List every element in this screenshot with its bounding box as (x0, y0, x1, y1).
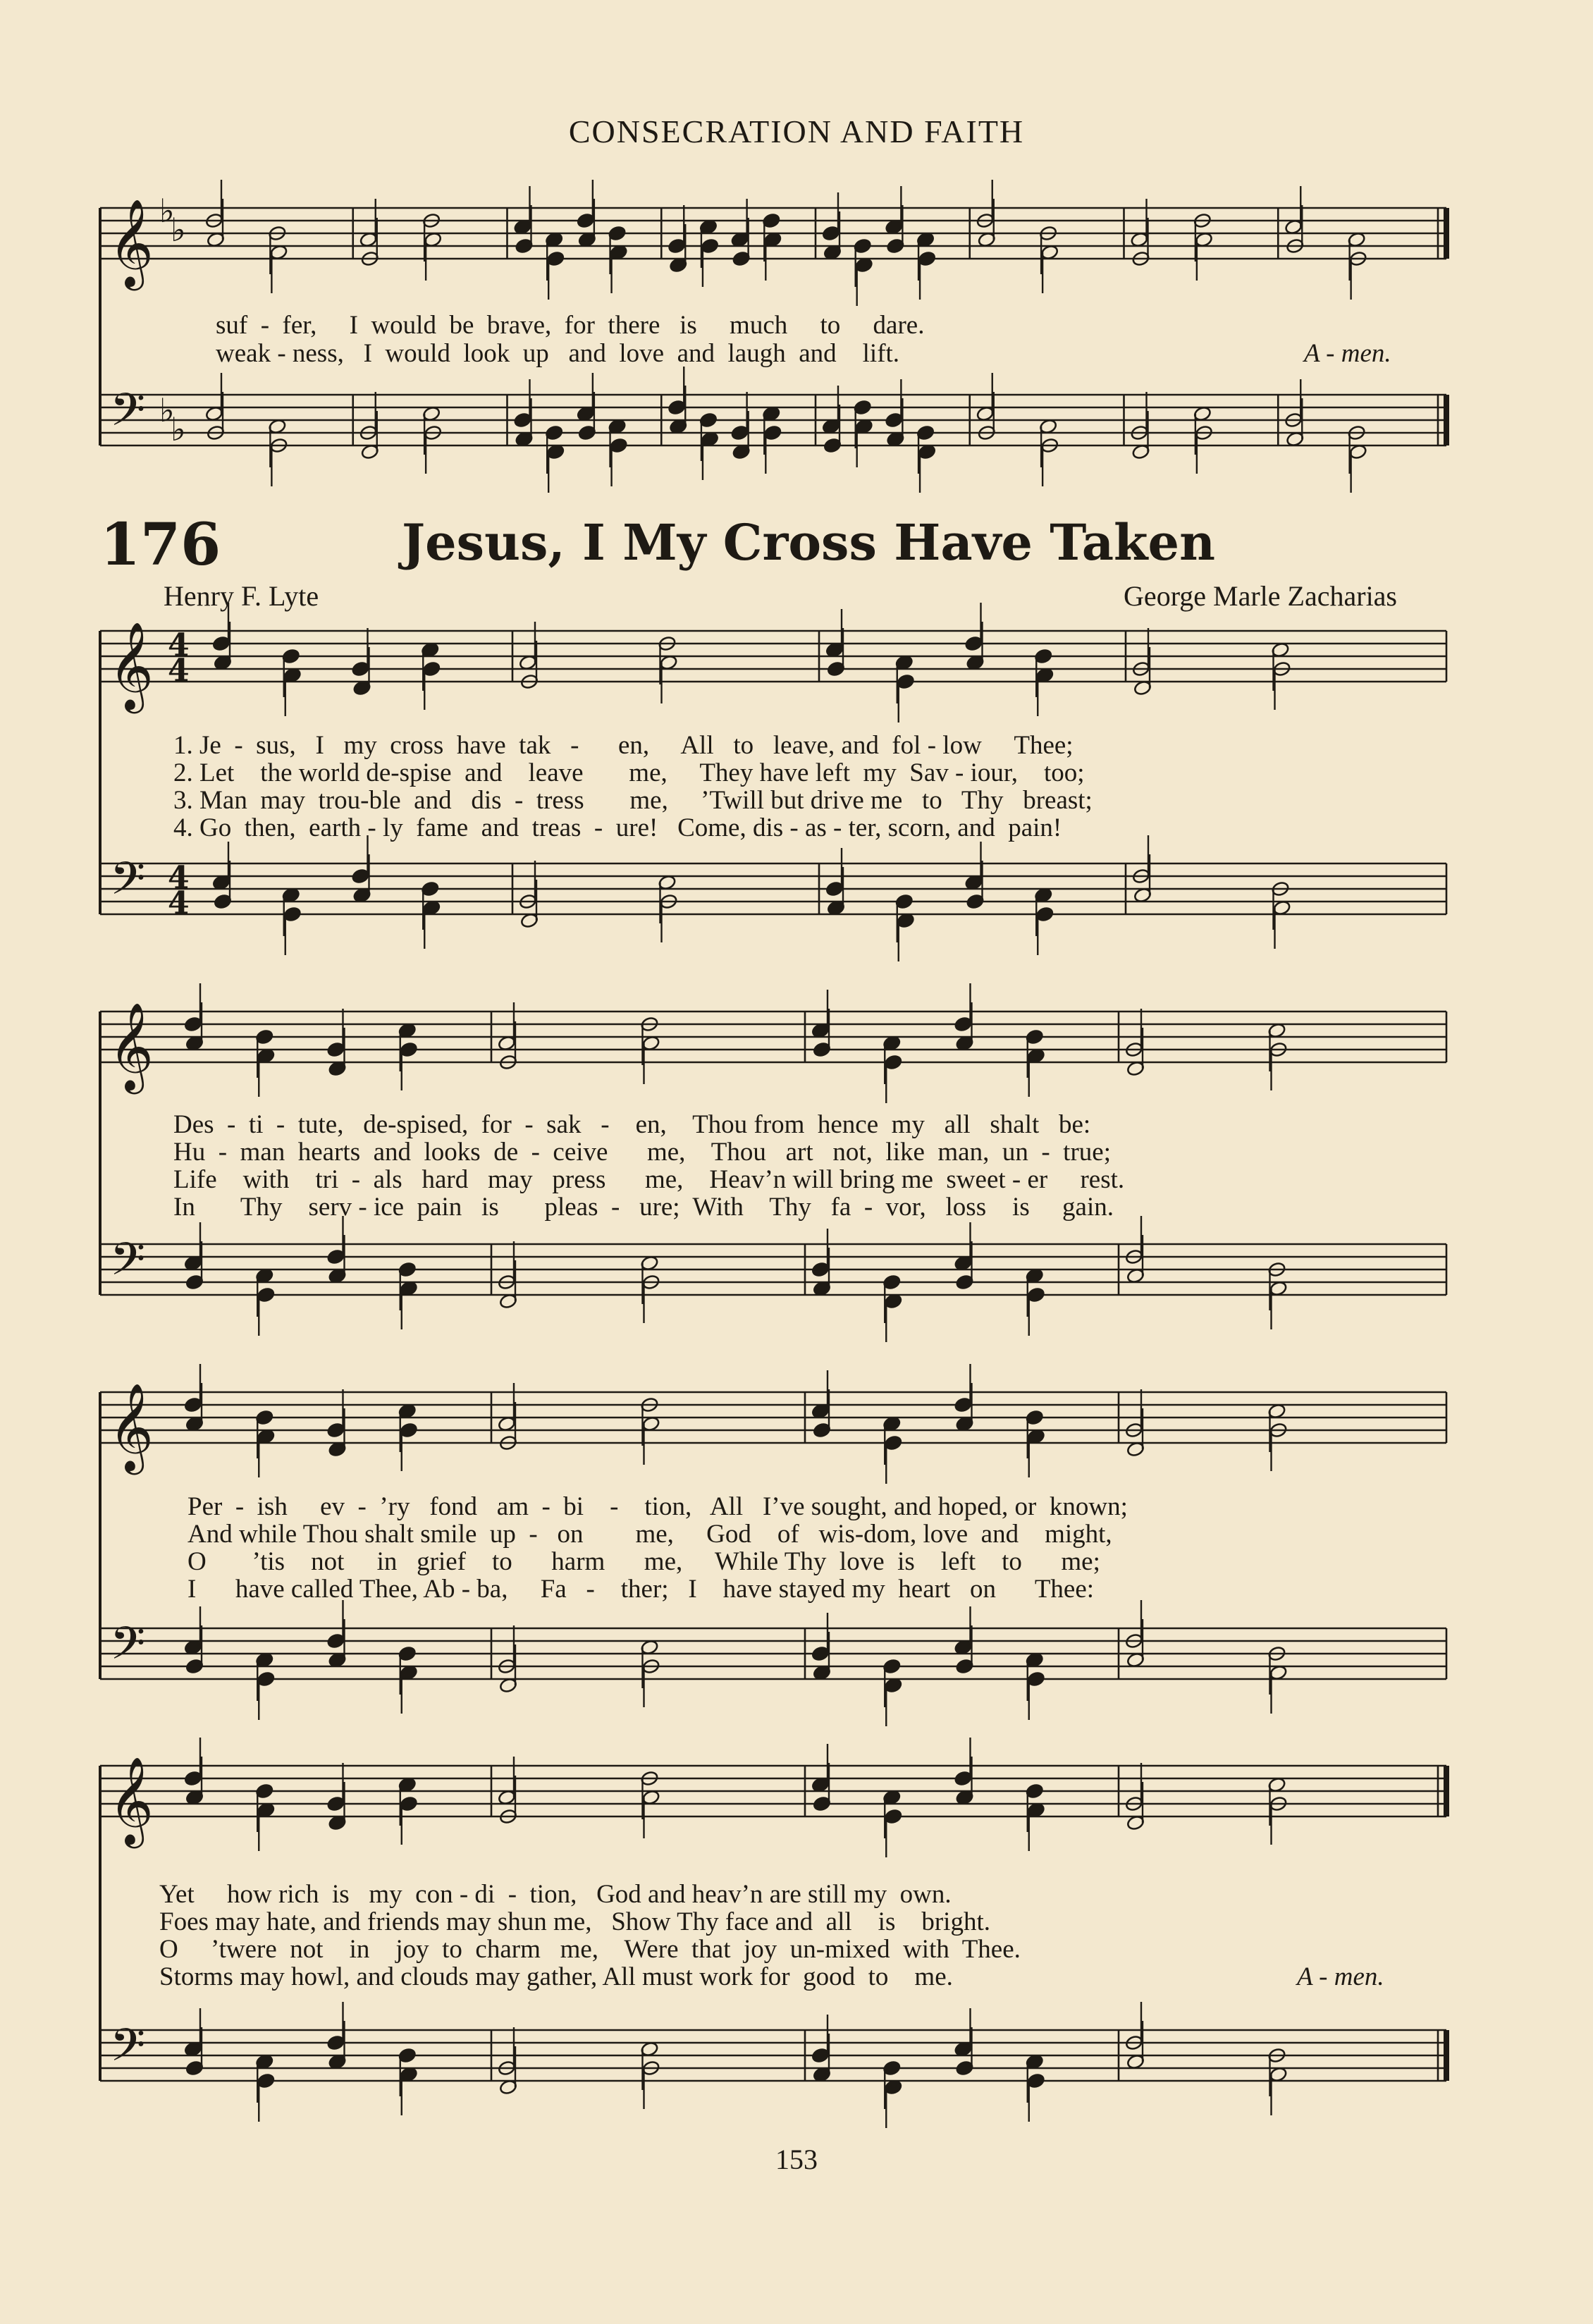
system-4-verse-3: O ’twere not in joy to charm me, Were that joy un-mixed with Thee. (159, 1935, 1021, 1964)
system-3-verse-1: Per - ish ev - ’ry fond am - bi - tion, All I’ve sought, and hoped, or known; (187, 1492, 1128, 1521)
hymn-title: Jesus, I My Cross Have Taken (402, 513, 1215, 572)
time-signature-bottom: 4 (168, 653, 190, 689)
flat-icon: ♭ (159, 191, 175, 230)
bass-clef-icon: 𝄢 (110, 853, 146, 916)
bass-clef-icon: 𝄢 (110, 2019, 146, 2083)
system-4-verse-2: Foes may hate, and friends may shun me, Show Thy face and all is bright. (159, 1907, 990, 1936)
top-lyric-line-2: weak - ness, I would look up and love and laugh and lift. (216, 339, 900, 368)
system-2-verse-3: Life with tri - als hard may press me, Heav’n will bring me sweet - er rest. (173, 1165, 1125, 1194)
treble-clef-icon: 𝄞 (109, 1383, 154, 1471)
system-1-verse-2: 2. Let the world de-spise and leave me, They have left my Sav - iour, too; (173, 758, 1085, 787)
system-2-verse-4: In Thy serv - ice pain is pleas - ure; With Thy fa - vor, loss is gain. (173, 1193, 1114, 1222)
treble-clef-icon: 𝄞 (109, 1757, 154, 1845)
treble-clef-icon: 𝄞 (109, 199, 154, 287)
system-4-verse-1: Yet how rich is my con - di - tion, God and heav’n are still my own. (159, 1880, 952, 1909)
system-4-amen: A - men. (1297, 1962, 1384, 1991)
flat-icon: ♭ (171, 210, 186, 249)
time-signature-top: 4 (168, 860, 190, 896)
hymn-composer: George Marle Zacharias (1124, 580, 1397, 612)
system-1-verse-4: 4. Go then, earth - ly fame and treas - ure! Come, dis - as - ter, scorn, and pain! (173, 813, 1062, 842)
treble-clef-icon: 𝄞 (109, 1002, 154, 1090)
system-3-verse-4: I have called Thee, Ab - ba, Fa - ther; I have stayed my heart on Thee: (187, 1575, 1095, 1604)
system-1-verse-1: 1. Je - sus, I my cross have tak - en, All to leave, and fol - low Thee; (173, 731, 1074, 760)
system-1-verse-3: 3. Man may trou-ble and dis - tress me, ’Twill but drive me to Thy breast; (173, 786, 1093, 815)
section-header: CONSECRATION AND FAITH (568, 113, 1025, 149)
time-signature-bottom: 4 (168, 885, 190, 921)
bass-clef-icon: 𝄢 (110, 384, 146, 448)
system-3-verse-2: And while Thou shalt smile up - on me, God of wis-dom, love and might, (187, 1520, 1112, 1549)
system-2-verse-1: Des - ti - tute, de-spised, for - sak - en, Thou from hence my all shalt be: (173, 1110, 1091, 1139)
bass-clef-icon: 𝄢 (110, 1234, 146, 1297)
top-lyric-line-1: suf - fer, I would be brave, for there is much to dare. (216, 311, 925, 340)
treble-clef-icon: 𝄞 (109, 622, 154, 710)
hymn-author: Henry F. Lyte (164, 580, 319, 612)
time-signature-top: 4 (168, 627, 190, 663)
system-4-verse-4: Storms may howl, and clouds may gather, All must work for good to me. (159, 1962, 953, 1991)
system-2-verse-2: Hu - man hearts and looks de - ceive me, Thou art not, like man, un - true; (173, 1138, 1111, 1167)
flat-icon: ♭ (171, 410, 186, 448)
top-amen: A - men. (1304, 339, 1391, 368)
system-3-verse-3: O ’tis not in grief to harm me, While Thy love is left to me; (187, 1547, 1100, 1576)
flat-icon: ♭ (159, 391, 175, 429)
bass-clef-icon: 𝄢 (110, 1618, 146, 1681)
page-number: 153 (775, 2144, 818, 2175)
hymn-number: 176 (100, 511, 221, 579)
